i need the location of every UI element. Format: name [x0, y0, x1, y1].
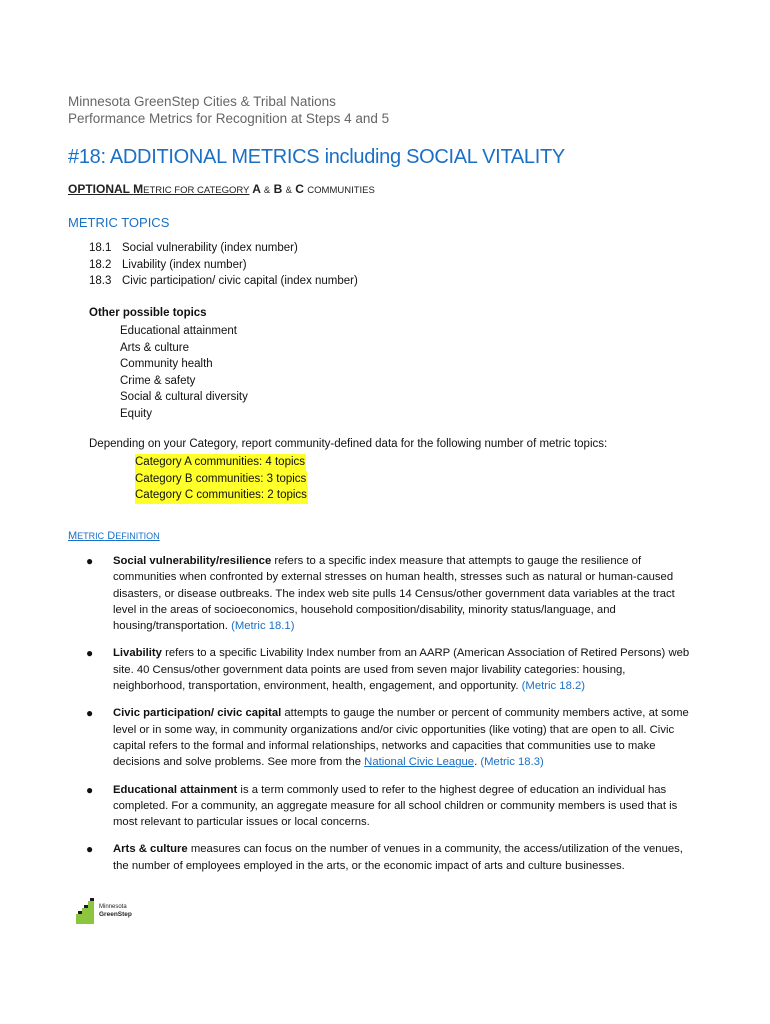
- bullet-dot: ●: [86, 554, 94, 568]
- bullet-livability: ● Livability refers to a specific Livability Index number from an AARP (American Association of Retired Persons) web site. 40 Census/other government data points are used from seven major livability categories: housing, neighborhood, transportation, environment, health, engagement, and opportunity. (Metric 18.2): [86, 646, 690, 693]
- header-line-1: Minnesota GreenStep Cities & Tribal Nations: [68, 94, 336, 109]
- bullet-dot: ●: [86, 782, 94, 797]
- depending-text: Depending on your Category, report community-defined data for the following number of metric topics:: [89, 438, 608, 450]
- bullet-educational-attainment: ● Educational attainment is a term commonly used to refer to the highest degree of education an individual has completed. For a community, an aggregate measure for all school children or community members is used that is most relevant to particular issues or local concerns.: [86, 782, 678, 829]
- list-item: 18.1 Social vulnerability (index number): [89, 242, 298, 254]
- list-item: Social & cultural diversity: [120, 391, 248, 403]
- bullet-social-vulnerability: ● Social vulnerability/resilience refers to a specific index measure that attempts to gauge the resilience of communities when confronted by external stresses on human health, stresses such as natural or human-caused disasters, or disease outbreaks. The index web site pulls 14 Census/other government data variables at the tract level in the areas of socioeconomics, household composition/disability, minority status/language, and housing/transportation. (Metric 18.1): [86, 554, 675, 633]
- category-list: [135, 454, 308, 504]
- greenstep-logo: [76, 898, 132, 924]
- metric-topics-heading: METRIC TOPICS: [68, 215, 170, 230]
- bullet-dot: ●: [86, 842, 94, 857]
- list-item: Community health: [120, 358, 213, 370]
- category-a-highlight: Category A communities: 4 topics: [135, 454, 306, 471]
- page-title: #18: ADDITIONAL METRICS including SOCIAL VITALITY: [68, 146, 565, 168]
- bullet-civic-participation: ● Civic participation/ civic capital attempts to gauge the number or percent of community members active, at some level or in some way, in community organizations and/or civic opportunities (like voting) that are open to all. Civic capital refers to the formal and informal relationships, networks and capacities that communities use to make decisions and solve problems. See more from the National Civic League. (Metric 18.3): [86, 706, 689, 769]
- document-header: [68, 93, 389, 127]
- list-item: Crime & safety: [120, 374, 196, 387]
- bullet-dot: ●: [86, 646, 94, 661]
- category-c-highlight: Category C communities: 2 topics: [135, 487, 308, 504]
- metric-topics-list: [89, 240, 358, 290]
- list-item: 18.2 Livability (index number): [89, 258, 247, 271]
- definition-bullets: [86, 553, 698, 885]
- subtitle: OPTIONAL METRIC FOR CATEGORY A & B & C COMMUNITIES: [68, 182, 375, 196]
- bullet-arts-culture: ● Arts & culture measures can focus on the number of venues in a community, the access/utilization of the venues, the number of employees employed in the arts, or the economic impact of arts and culture businesses.: [86, 842, 683, 872]
- category-b-highlight: Category B communities: 3 topics: [135, 471, 307, 488]
- list-item: Equity: [120, 407, 152, 420]
- other-topics-heading: Other possible topics: [89, 307, 207, 319]
- logo-line-2: GreenStep: [99, 911, 132, 918]
- list-item: Educational attainment: [120, 325, 237, 337]
- other-topics-list: [120, 323, 248, 422]
- metric-definition-heading: METRIC DEFINITION: [68, 530, 160, 542]
- list-item: Arts & culture: [120, 341, 190, 354]
- greenstep-steps-icon: [76, 898, 96, 924]
- logo-line-1: Minnesota: [99, 904, 127, 910]
- bullet-dot: ●: [86, 706, 94, 721]
- header-line-2: Performance Metrics for Recognition at Steps 4 and 5: [68, 111, 390, 126]
- list-item: 18.3 Civic participation/ civic capital (index number): [89, 275, 358, 287]
- national-civic-league-link[interactable]: National Civic League: [364, 756, 475, 769]
